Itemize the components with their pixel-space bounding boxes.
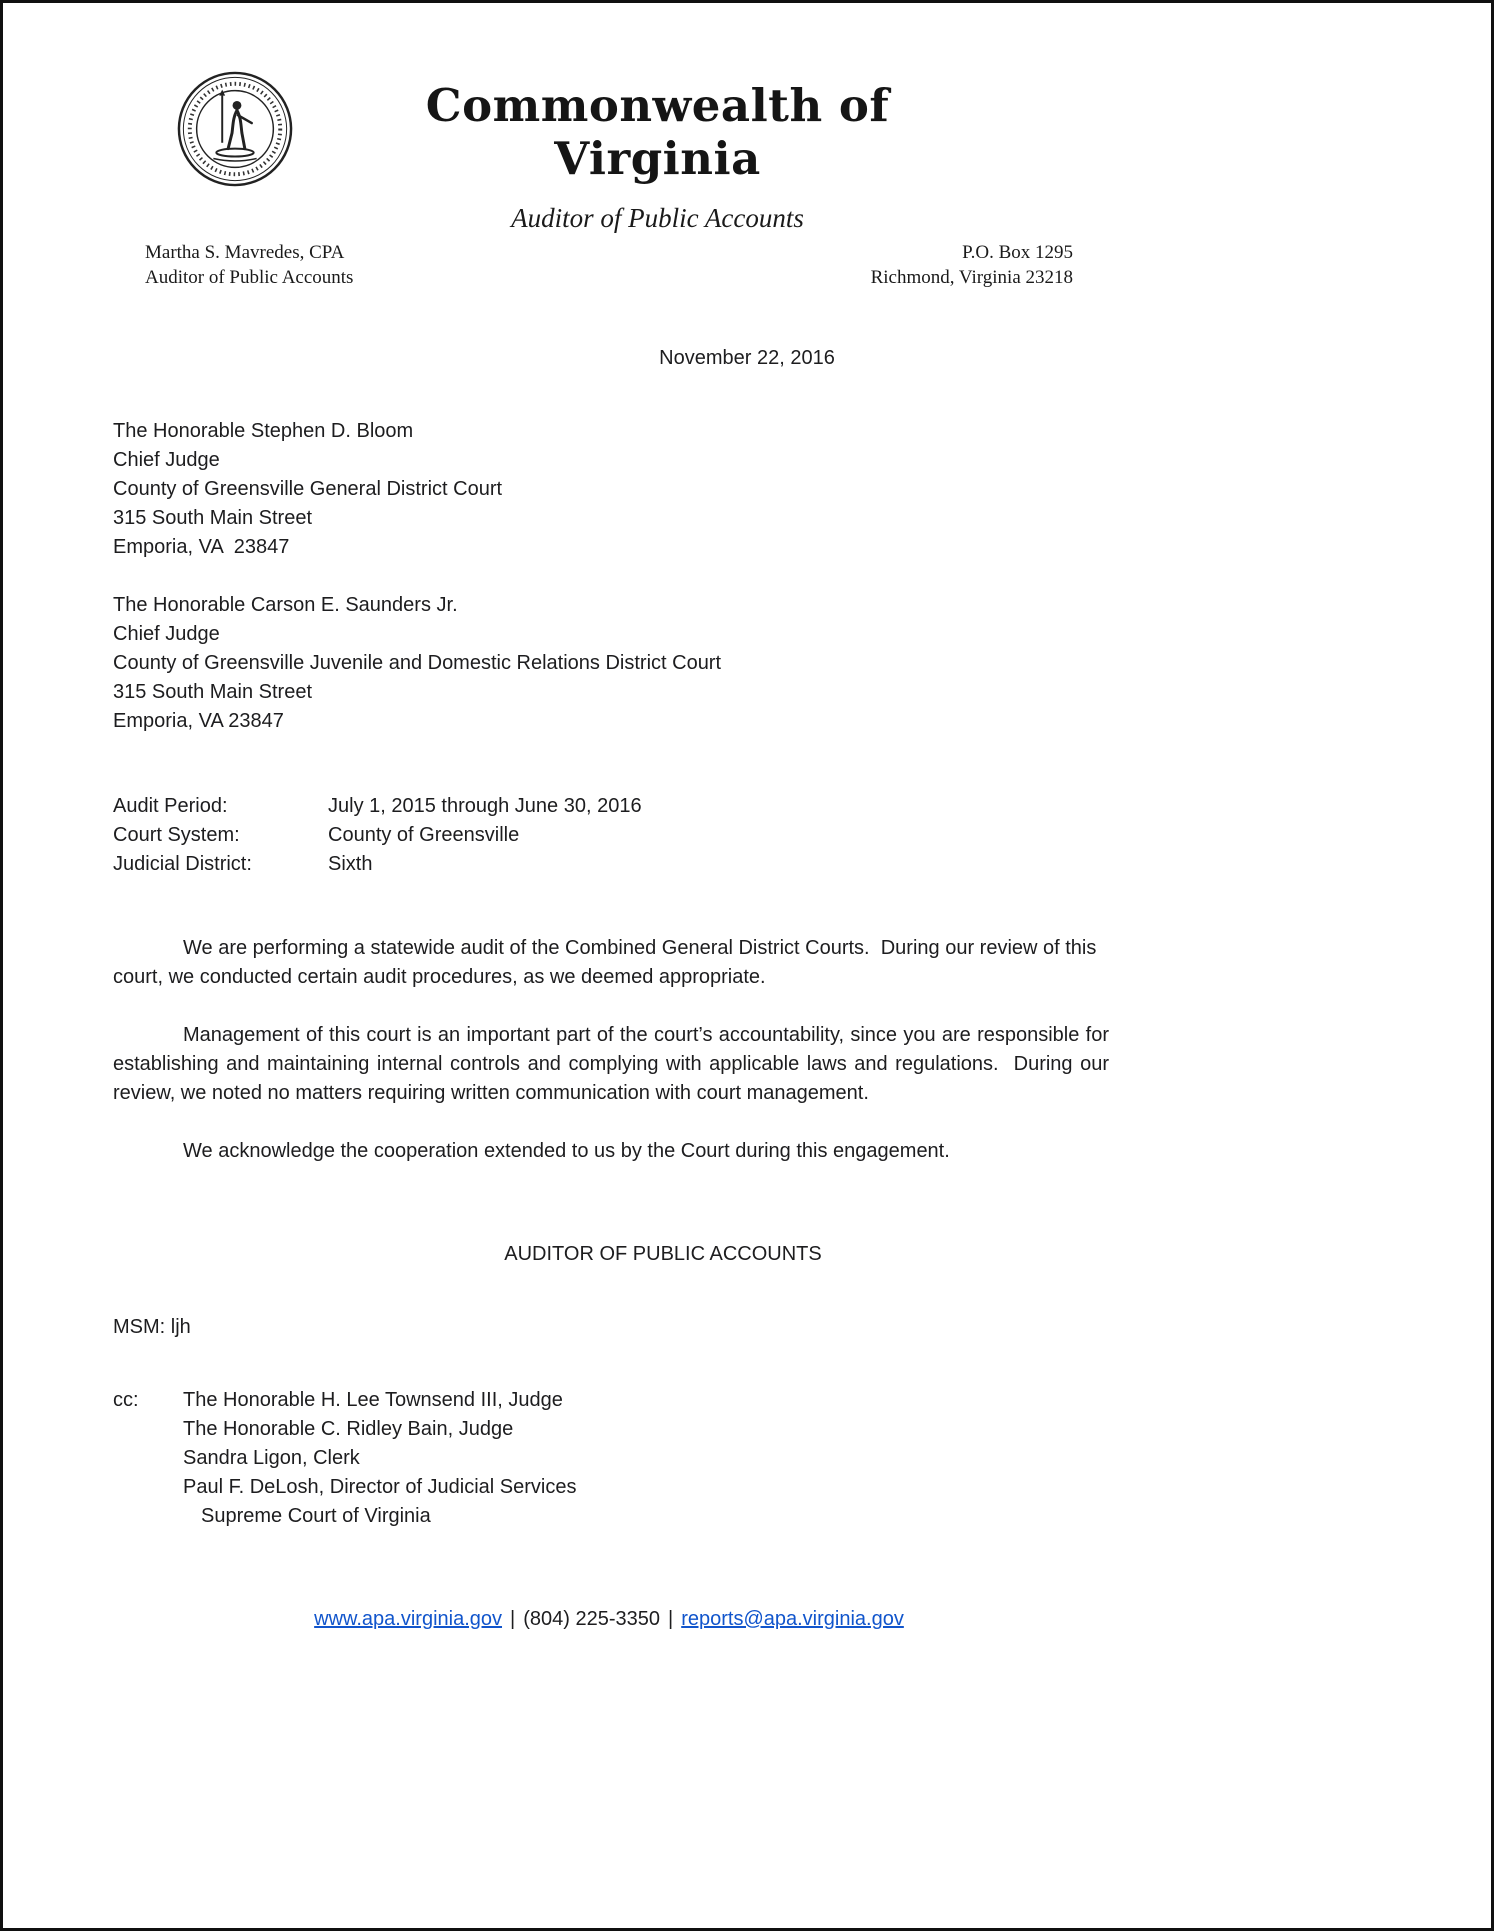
signature-org: AUDITOR OF PUBLIC ACCOUNTS — [504, 1243, 822, 1265]
audit-period-row — [113, 792, 1381, 821]
cc-name: Sandra Ligon, Clerk — [183, 1447, 360, 1469]
letter-date: November 22, 2016 — [659, 347, 835, 369]
phone-number: (804) 225-3350 — [523, 1608, 660, 1630]
cc-name: The Honorable H. Lee Townsend III, Judge — [183, 1389, 563, 1411]
po-box: P.O. Box 1295 — [962, 242, 1073, 263]
website-link[interactable]: www.apa.virginia.gov — [314, 1608, 503, 1630]
recipient-title: Chief Judge — [113, 449, 220, 471]
audit-period-value: July 1, 2015 through June 30, 2016 — [328, 795, 642, 817]
letter-body — [113, 344, 1381, 1634]
cc-name: The Honorable C. Ridley Bain, Judge — [183, 1418, 514, 1440]
judicial-district-label: Judicial District: — [113, 853, 252, 875]
letter-footer — [113, 1605, 1105, 1634]
cc-label: cc: — [113, 1389, 139, 1411]
audit-period-label: Audit Period: — [113, 795, 228, 817]
office-address — [871, 240, 1073, 290]
reference-initials: MSM: ljh — [113, 1316, 191, 1338]
paragraph-3: We acknowledge the cooperation extended to us by the Court during this engagement. — [183, 1140, 950, 1162]
recipient-name: The Honorable Stephen D. Bloom — [113, 420, 414, 442]
letterhead-top — [113, 69, 1381, 234]
cc-block — [113, 1386, 1381, 1531]
cc-name: Supreme Court of Virginia — [201, 1505, 431, 1527]
letterhead — [113, 69, 1381, 290]
judicial-district-value: Sixth — [328, 853, 373, 875]
cc-name: Paul F. DeLosh, Director of Judicial Services — [183, 1476, 577, 1498]
letter-paragraphs — [113, 934, 1115, 1166]
recipient-street: 315 South Main Street — [113, 681, 313, 703]
recipient-city: Emporia, VA 23847 — [113, 710, 284, 732]
audit-info — [113, 792, 1381, 879]
recipient-title: Chief Judge — [113, 623, 220, 645]
org-title: Commonwealth of Virginia — [425, 79, 890, 185]
paragraph-1: We are performing a statewide audit of the Combined General District Courts. During our review of this court, we conducted certain audit procedures, as we deemed appropriate. — [113, 937, 1102, 988]
auditor-name: Martha S. Mavredes, CPA — [145, 242, 345, 263]
recipient-city: Emporia, VA 23847 — [113, 536, 290, 558]
court-system-value: County of Greensville — [328, 824, 520, 846]
recipient-address-2 — [113, 591, 1381, 736]
city-state-zip: Richmond, Virginia 23218 — [870, 267, 1073, 288]
paragraph-2: Management of this court is an important part of the court’s accountability, since you are responsible for establishing and maintaining internal controls and complying with applicable laws and regulations. During our review, we noted no matters requiring written communication with court management. — [113, 1024, 1115, 1104]
org-subtitle: Auditor of Public Accounts — [511, 203, 804, 233]
auditor-title: Auditor of Public Accounts — [145, 267, 354, 288]
court-system-label: Court System: — [113, 824, 240, 846]
judicial-district-row — [113, 850, 1381, 879]
auditor-contact — [145, 240, 353, 290]
footer-separator: | — [510, 1608, 516, 1630]
letterhead-titles — [325, 69, 990, 234]
recipient-court: County of Greensville Juvenile and Domestic Relations District Court — [113, 652, 722, 674]
court-system-row — [113, 821, 1381, 850]
recipient-court: County of Greensville General District Court — [113, 478, 503, 500]
footer-separator: | — [668, 1608, 674, 1630]
email-link[interactable]: reports@apa.virginia.gov — [681, 1608, 904, 1630]
cc-names — [183, 1386, 577, 1531]
recipient-address-1 — [113, 417, 1381, 562]
letterhead-contacts — [113, 240, 1381, 290]
virginia-state-seal-icon — [145, 69, 325, 194]
recipient-street: 315 South Main Street — [113, 507, 313, 529]
recipient-name: The Honorable Carson E. Saunders Jr. — [113, 594, 458, 616]
